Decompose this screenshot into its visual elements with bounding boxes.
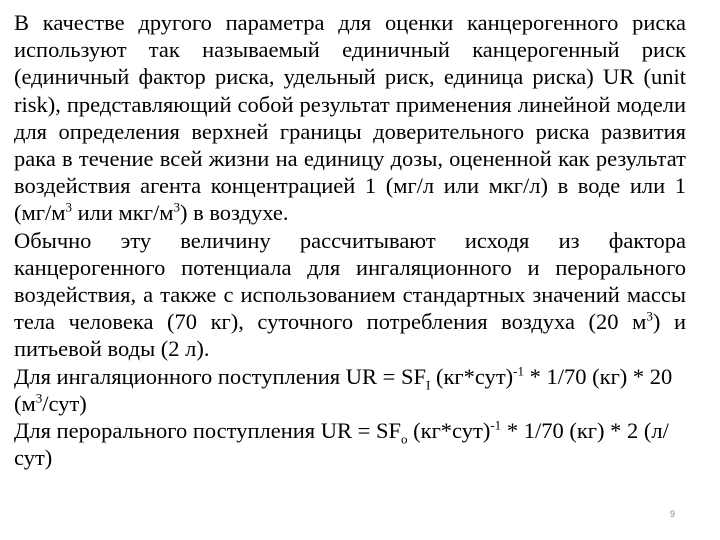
- superscript-3: 3: [173, 199, 180, 215]
- paragraph2-text-1: Обычно эту величину рассчитывают исходя из фактора канцерогенного потенциала для ингаляционного и перорального воздействия, а также с использованием стандартных значений массы тела человека (70 кг), суточного потребления воздуха (20 м: [14, 227, 686, 335]
- formula2-text-2: (кг*сут): [407, 418, 491, 444]
- formula1-text-1: Для ингаляционного поступления UR = SF: [14, 363, 426, 389]
- formula2-text-1: Для перорального поступления UR = SF: [14, 418, 401, 444]
- page-number: 9: [670, 509, 676, 519]
- superscript-minus-1: -1: [513, 363, 525, 379]
- paragraph2-text-2: ) и питьевой воды (2 л).: [14, 309, 686, 362]
- superscript-3: 3: [65, 199, 72, 215]
- paragraph1-text-4: ) в воздухе.: [179, 200, 289, 226]
- paragraph1-text-3: или мкг/м: [71, 200, 174, 226]
- formula-oral: [14, 417, 686, 471]
- paragraph-calculation-basis: [14, 227, 686, 363]
- subscript-oral: o: [401, 431, 408, 447]
- formula2-text-3: * 1/70 (кг) * 2 (л/сут): [14, 418, 669, 471]
- formula1-text-2: (кг*сут): [430, 363, 514, 389]
- slide-body-text: [14, 9, 686, 471]
- paragraph-unit-risk-definition: [14, 9, 686, 227]
- formula-inhalation: [14, 363, 686, 417]
- superscript-3: 3: [646, 308, 653, 324]
- paragraph1-text-1: В качестве другого параметра для оценки канцерогенного риска используют так называемый единичный канцерогенный риск (единичный фактор риска, удельный риск, единица риска): [14, 10, 686, 90]
- unit-risk-abbreviation: UR: [603, 64, 635, 90]
- superscript-3: 3: [35, 390, 43, 406]
- paragraph1-text-2: (unit risk), представляющий собой результат применения линейной модели для определения верхней границы доверительного риска развития рака в течение всей жизни на единицу дозы, оцененной как результат воздействия агента концентрацией 1 (мг/л или мкг/л) в воде или 1 (мг/м: [14, 64, 686, 226]
- subscript-inhalation: I: [426, 377, 431, 393]
- formula1-text-3: * 1/70 (кг) * 20 (м: [14, 363, 673, 416]
- superscript-minus-1: -1: [490, 417, 502, 433]
- formula1-text-4: /сут): [42, 390, 87, 416]
